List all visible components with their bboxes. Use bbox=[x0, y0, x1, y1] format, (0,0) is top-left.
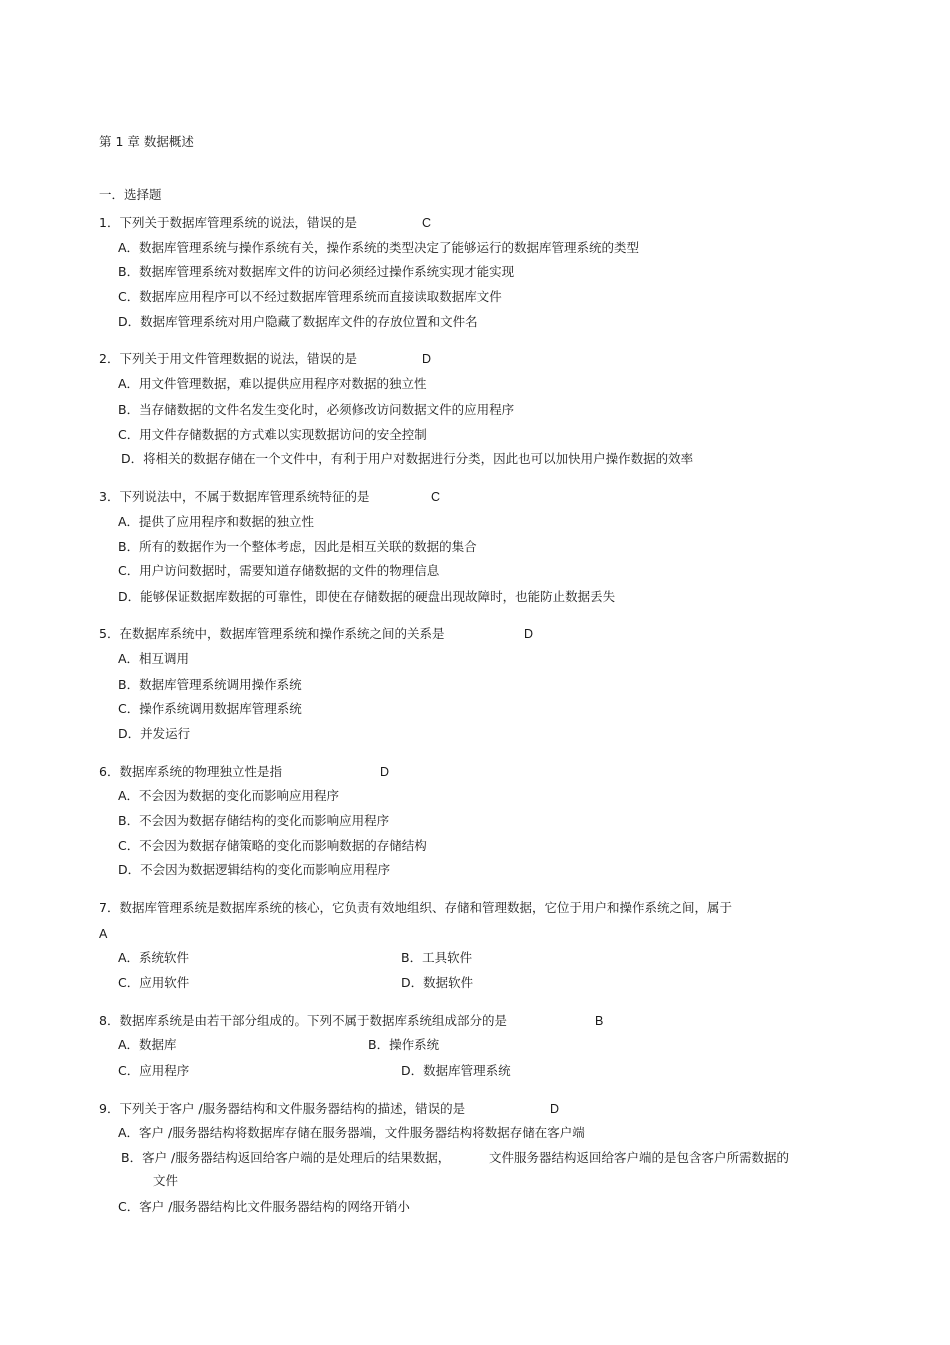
question-8-option-b: B．操作系统 bbox=[368, 1037, 440, 1052]
question-2-answer: D bbox=[422, 352, 432, 366]
question-3-option-d: D．能够保证数据库数据的可靠性，即使在存储数据的硬盘出现故障时，也能防止数据丢失 bbox=[118, 589, 616, 604]
question-1-answer: C bbox=[422, 216, 432, 230]
question-2-option-c: C．用文件存储数据的方式难以实现数据访问的安全控制 bbox=[118, 427, 427, 442]
question-3-option-b: B．所有的数据作为一个整体考虑，因此是相互关联的数据的集合 bbox=[118, 539, 477, 554]
question-8-option-a: A．数据库 bbox=[118, 1037, 177, 1052]
question-6-option-a: A．不会因为数据的变化而影响应用程序 bbox=[118, 788, 340, 803]
question-6-stem: 6．数据库系统的物理独立性是指 bbox=[99, 764, 282, 779]
question-3-stem: 3．下列说法中，不属于数据库管理系统特征的是 bbox=[99, 489, 370, 504]
section-title: 一．选择题 bbox=[99, 187, 162, 202]
question-2-stem: 2．下列关于用文件管理数据的说法，错误的是 bbox=[99, 351, 357, 366]
question-5-option-b: B．数据库管理系统调用操作系统 bbox=[118, 677, 302, 692]
question-5-option-d: D．并发运行 bbox=[118, 726, 191, 741]
question-6-option-c: C．不会因为数据存储策略的变化而影响数据的存储结构 bbox=[118, 838, 427, 853]
question-2-option-b: B．当存储数据的文件名发生变化时，必须修改访问数据文件的应用程序 bbox=[118, 402, 515, 417]
question-9-option-b-continued: 文件服务器结构返回给客户端的是包含客户所需数据的 bbox=[489, 1150, 790, 1165]
chapter-title: 第 1 章 数据概述 bbox=[99, 134, 194, 149]
question-9-option-b-wrap: 文件 bbox=[153, 1173, 179, 1188]
question-8-stem: 8．数据库系统是由若干部分组成的。下列不属于数据库系统组成部分的是 bbox=[99, 1013, 507, 1028]
question-8-option-d: D．数据库管理系统 bbox=[401, 1063, 511, 1078]
question-7-option-a: A．系统软件 bbox=[118, 950, 190, 965]
question-7-stem: 7．数据库管理系统是数据库系统的核心，它负责有效地组织、存储和管理数据，它位于用户和操作系统之间，属于 bbox=[99, 900, 732, 915]
question-1-option-b: B．数据库管理系统对数据库文件的访问必须经过操作系统实现才能实现 bbox=[118, 264, 515, 279]
question-3-option-c: C．用户访问数据时，需要知道存储数据的文件的物理信息 bbox=[118, 563, 440, 578]
question-9-option-c: C．客户 /服务器结构比文件服务器结构的网络开销小 bbox=[118, 1199, 410, 1214]
question-5-stem: 5．在数据库系统中，数据库管理系统和操作系统之间的关系是 bbox=[99, 626, 445, 641]
question-5-answer: D bbox=[524, 627, 534, 641]
question-2-option-a: A．用文件管理数据，难以提供应用程序对数据的独立性 bbox=[118, 376, 427, 391]
question-9-answer: D bbox=[550, 1102, 560, 1116]
question-1-option-d: D．数据库管理系统对用户隐藏了数据库文件的存放位置和文件名 bbox=[118, 314, 478, 329]
question-6-option-d: D．不会因为数据逻辑结构的变化而影响应用程序 bbox=[118, 862, 391, 877]
question-5-option-a: A．相互调用 bbox=[118, 651, 190, 666]
question-9-option-b: B．客户 /服务器结构返回给客户端的是处理后的结果数据， bbox=[121, 1150, 451, 1165]
question-7-option-d: D．数据软件 bbox=[401, 975, 474, 990]
question-1-option-a: A．数据库管理系统与操作系统有关，操作系统的类型决定了能够运行的数据库管理系统的类型 bbox=[118, 240, 640, 255]
question-7-answer: A bbox=[99, 927, 108, 941]
question-8-answer: B bbox=[595, 1014, 604, 1028]
question-1-stem: 1．下列关于数据库管理系统的说法，错误的是 bbox=[99, 215, 357, 230]
question-7-option-b: B．工具软件 bbox=[401, 950, 473, 965]
question-3-answer: C bbox=[431, 490, 441, 504]
question-1-option-c: C．数据库应用程序可以不经过数据库管理系统而直接读取数据库文件 bbox=[118, 289, 502, 304]
question-6-answer: D bbox=[380, 765, 390, 779]
question-6-option-b: B．不会因为数据存储结构的变化而影响应用程序 bbox=[118, 813, 390, 828]
question-8-option-c: C．应用程序 bbox=[118, 1063, 190, 1078]
question-9-option-a: A．客户 /服务器结构将数据库存储在服务器端，文件服务器结构将数据存储在客户端 bbox=[118, 1125, 585, 1140]
question-7-option-c: C．应用软件 bbox=[118, 975, 190, 990]
question-9-stem: 9．下列关于客户 /服务器结构和文件服务器结构的描述，错误的是 bbox=[99, 1101, 466, 1116]
question-5-option-c: C．操作系统调用数据库管理系统 bbox=[118, 701, 302, 716]
question-2-option-d: D．将相关的数据存储在一个文件中，有利于用户对数据进行分类，因此也可以加快用户操作数据的效率 bbox=[121, 451, 694, 466]
question-3-option-a: A．提供了应用程序和数据的独立性 bbox=[118, 514, 315, 529]
